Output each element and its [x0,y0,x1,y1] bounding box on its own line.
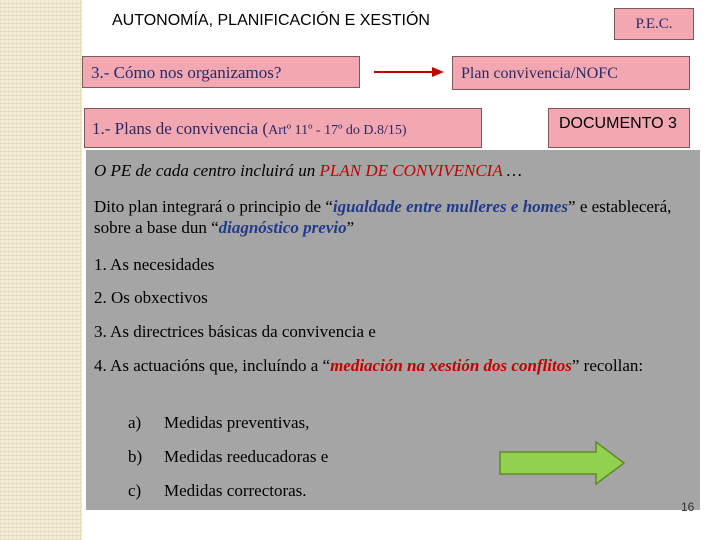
list-item: 1. As necesidades [94,255,215,274]
red-arrow-icon [374,64,444,80]
plan-convivencia-box: Plan convivencia/NOFC [452,56,690,90]
sub-letter: a) [128,413,142,432]
sub-text: Medidas reeducadoras e [164,447,329,466]
sub-text: Medidas preventivas, [164,413,310,432]
plans-heading-box [84,108,482,148]
sub-list-item [128,413,309,433]
actions-text-a: 4. As actuacións que, incluíndo a “ [94,356,331,375]
principle-text-c: ” [346,218,355,237]
mediation-emphasis: mediación na xestión dos conflitos [330,356,572,375]
green-arrow-icon [498,440,628,486]
list-item: 2. Os obxectivos [94,288,208,307]
slide-title: AUTONOMÍA, PLANIFICACIÓN E XESTIÓN [112,12,430,29]
pec-box: P.E.C. [614,8,694,40]
intro-paragraph [94,160,686,181]
plans-heading-ref: Artº 11º - 17º do D.8/15) [268,123,407,138]
list-item: 3. As directrices básicas da convivencia e [94,322,376,341]
plans-heading-text: 1.- Plans de convivencia ( [92,119,269,138]
list-item-actions [94,355,686,376]
intro-text-a: O PE de cada centro incluirá un [94,161,320,180]
plan-highlight: PLAN DE CONVIVENCIA [319,161,503,180]
diagnosis-emphasis: diagnóstico previo [218,218,347,237]
sub-text: Medidas correctoras. [164,481,307,500]
documento-box: DOCUMENTO 3 [548,108,690,148]
sub-list-item [128,481,307,501]
intro-text-b: … [502,161,522,180]
page-number: 16 [681,500,695,514]
decorative-side-stripe [0,0,82,540]
principle-paragraph [94,196,686,238]
actions-text-b: ” recollan: [571,356,644,375]
sub-list-item [128,447,328,467]
sub-letter: b) [128,447,143,466]
principle-text-b: ” e establecerá, sobre a base dun “ [94,197,672,237]
main-content-panel [86,150,700,510]
equality-emphasis: igualdade entre mulleres e homes [332,197,569,216]
question-box: 3.- Cómo nos organizamos? [82,56,360,88]
sub-letter: c) [128,481,142,500]
principle-text-a: Dito plan integrará o principio de “ [94,197,333,216]
